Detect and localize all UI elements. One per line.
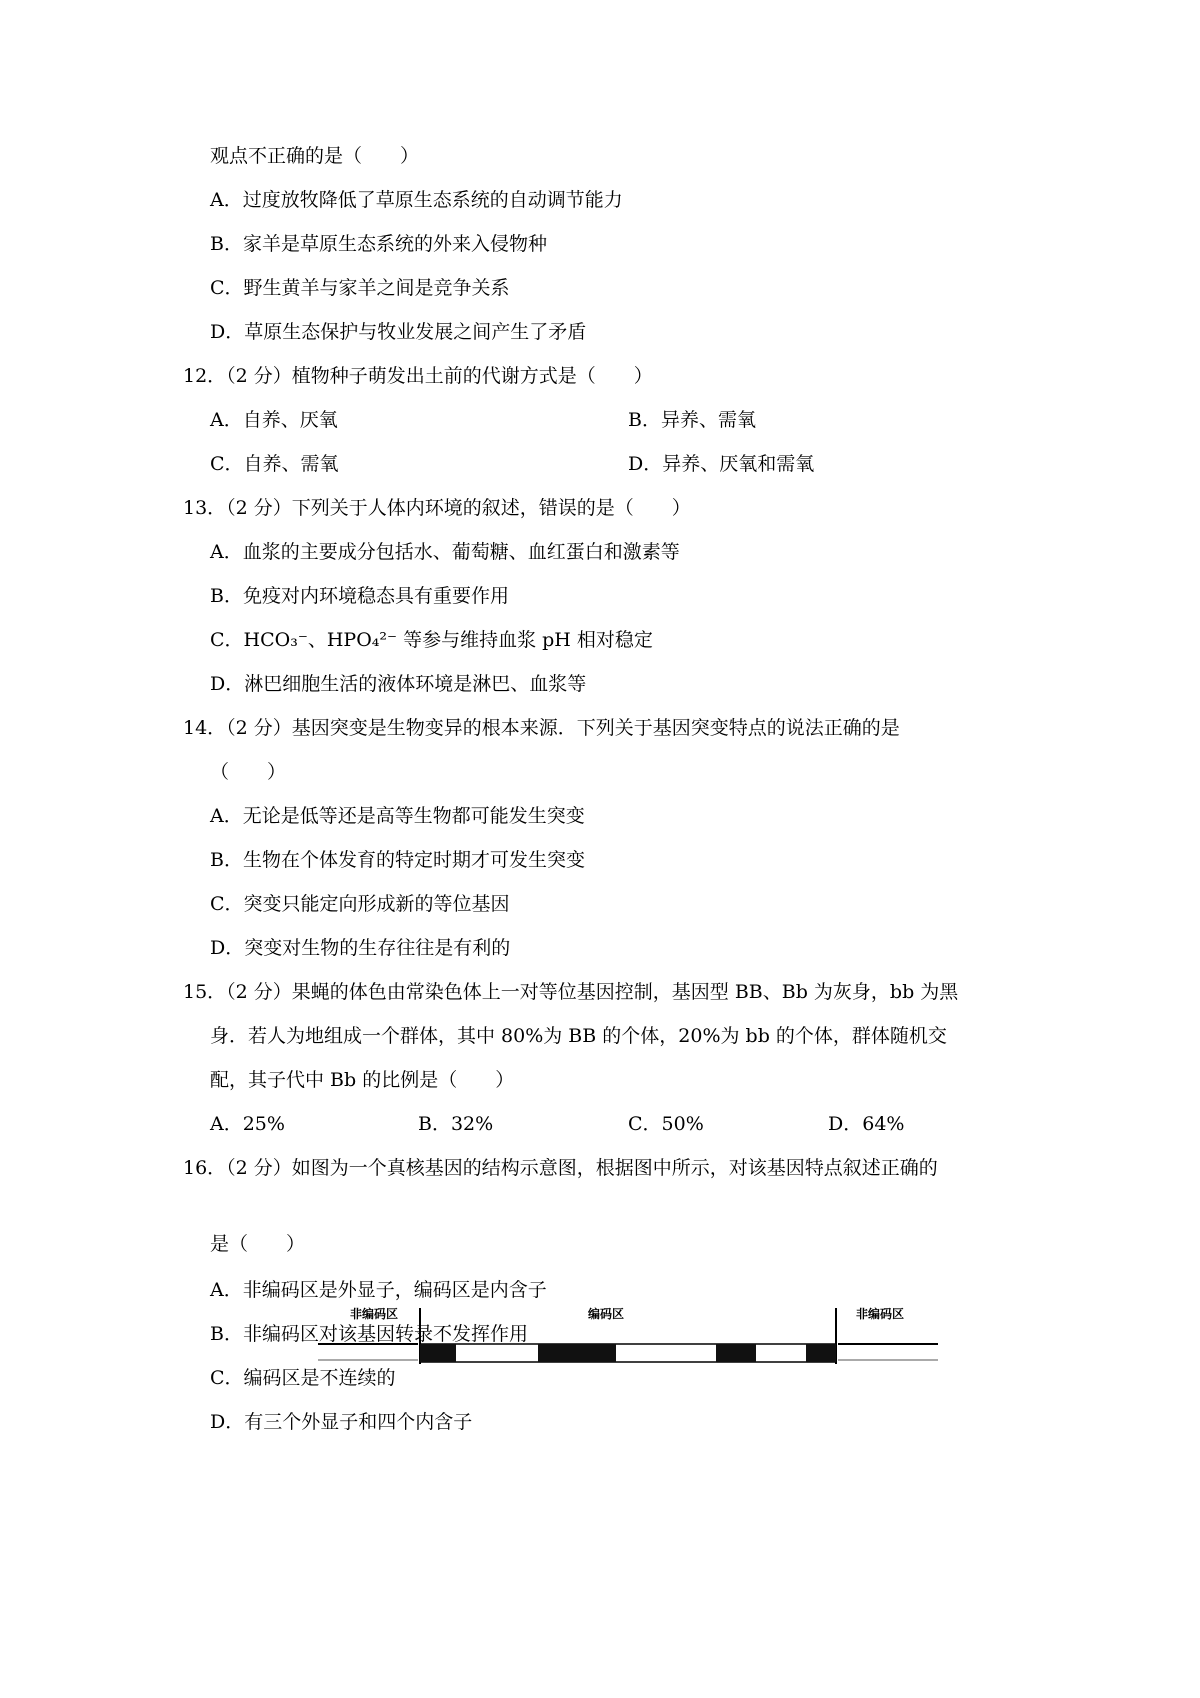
exon-block	[538, 1344, 616, 1362]
q12-option-d: D．异养、厌氧和需氧	[628, 453, 815, 475]
q13-option-b: B．免疫对内环境稳态具有重要作用	[210, 585, 509, 607]
q12-option-b: B．异养、需氧	[628, 409, 756, 431]
q15-option-d: D．64%	[828, 1113, 905, 1135]
q15-stem-line3: 配，其子代中 Bb 的比例是（ ）	[210, 1069, 515, 1091]
q14-option-a: A．无论是低等还是高等生物都可能发生突变	[210, 805, 585, 827]
q11-option-d: D．草原生态保护与牧业发展之间产生了矛盾	[210, 321, 587, 343]
q16-option-b: B．非编码区对该基因转录不发挥作用	[210, 1323, 528, 1345]
q16-option-d: D．有三个外显子和四个内含子	[210, 1411, 473, 1433]
label-noncoding-right: 非编码区	[856, 1307, 905, 1321]
q12-option-a: A．自养、厌氧	[210, 409, 338, 431]
q15-option-b: B．32%	[418, 1113, 494, 1135]
q11-option-c: C．野生黄羊与家羊之间是竞争关系	[210, 277, 510, 299]
q11-option-a: A．过度放牧降低了草原生态系统的自动调节能力	[210, 189, 623, 211]
q13-option-a: A．血浆的主要成分包括水、葡萄糖、血红蛋白和激素等	[210, 541, 680, 563]
q11-stem-tail: 观点不正确的是（ ）	[210, 145, 420, 167]
q16-option-c: C．编码区是不连续的	[210, 1367, 396, 1389]
label-noncoding-left: 非编码区	[350, 1307, 399, 1321]
q16-stem: 16．（2 分）如图为一个真核基因的结构示意图，根据图中所示，对该基因特点叙述正确的	[183, 1157, 938, 1179]
q12-option-c: C．自养、需氧	[210, 453, 339, 475]
label-coding: 编码区	[588, 1307, 625, 1321]
q14-option-b: B．生物在个体发育的特定时期才可发生突变	[210, 849, 585, 871]
exon-block	[806, 1344, 836, 1362]
exon-block	[716, 1344, 756, 1362]
q13-option-c: C．HCO₃⁻、HPO₄²⁻ 等参与维持血浆 pH 相对稳定	[210, 629, 653, 651]
q11-option-b: B．家羊是草原生态系统的外来入侵物种	[210, 233, 547, 255]
q13-stem: 13．（2 分）下列关于人体内环境的叙述，错误的是（ ）	[183, 497, 691, 519]
q13-option-d: D．淋巴细胞生活的液体环境是淋巴、血浆等	[210, 673, 587, 695]
q12-stem: 12．（2 分）植物种子萌发出土前的代谢方式是（ ）	[183, 365, 653, 387]
q15-option-c: C．50%	[628, 1113, 704, 1135]
q15-option-a: A．25%	[210, 1113, 285, 1135]
q14-stem: 14．（2 分）基因突变是生物变异的根本来源．下列关于基因突变特点的说法正确的是	[183, 717, 900, 739]
q14-option-c: C．突变只能定向形成新的等位基因	[210, 893, 510, 915]
q15-stem-line2: 身．若人为地组成一个群体，其中 80%为 BB 的个体，20%为 bb 的个体，群体随机交	[210, 1025, 947, 1047]
q14-stem-tail: （ ）	[210, 761, 287, 783]
q15-stem-line1: 15．（2 分）果蝇的体色由常染色体上一对等位基因控制，基因型 BB、Bb 为灰身，bb 为黑	[183, 981, 959, 1003]
q16-option-a: A．非编码区是外显子，编码区是内含子	[210, 1279, 547, 1301]
q14-option-d: D．突变对生物的生存往往是有利的	[210, 937, 511, 959]
q16-stem-tail: 是（ ）	[210, 1233, 306, 1255]
